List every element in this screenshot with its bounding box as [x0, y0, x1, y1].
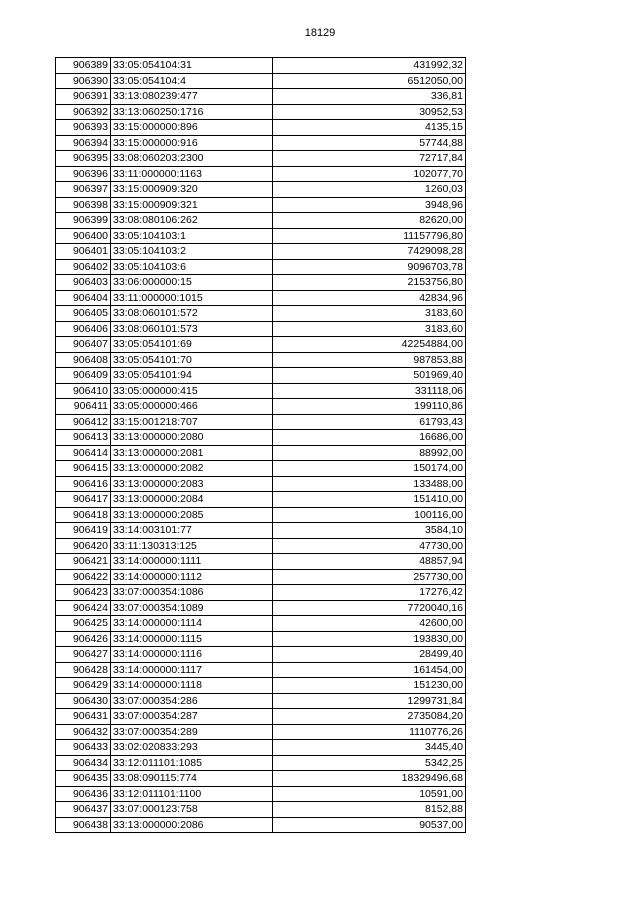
row-number-cell: 906434: [56, 755, 111, 771]
value-cell: 48857,94: [273, 554, 466, 570]
value-cell: 431992,32: [273, 58, 466, 74]
table-row: [56, 507, 466, 523]
value-cell: 42834,96: [273, 290, 466, 306]
cadastral-number-cell: 33:13:000000:2085: [111, 507, 273, 523]
table-row: [56, 306, 466, 322]
table-row: [56, 383, 466, 399]
value-cell: 133488,00: [273, 476, 466, 492]
table-row: [56, 569, 466, 585]
row-number-cell: 906403: [56, 275, 111, 291]
table-row: [56, 228, 466, 244]
row-number-cell: 906427: [56, 647, 111, 663]
table-row: [56, 492, 466, 508]
table-row: [56, 600, 466, 616]
table-row: [56, 244, 466, 260]
value-cell: 17276,42: [273, 585, 466, 601]
cadastral-number-cell: 33:15:001218:707: [111, 414, 273, 430]
table-row: [56, 290, 466, 306]
table-row: [56, 724, 466, 740]
table-row: [56, 151, 466, 167]
value-cell: 336,81: [273, 89, 466, 105]
cadastral-number-cell: 33:08:060203:2300: [111, 151, 273, 167]
cadastral-number-cell: 33:05:000000:466: [111, 399, 273, 415]
row-number-cell: 906405: [56, 306, 111, 322]
table-row: [56, 538, 466, 554]
table-row: [56, 786, 466, 802]
table-row: [56, 352, 466, 368]
value-cell: 193830,00: [273, 631, 466, 647]
table-row: [56, 58, 466, 74]
row-number-cell: 906412: [56, 414, 111, 430]
value-cell: 16686,00: [273, 430, 466, 446]
cadastral-number-cell: 33:13:000000:2082: [111, 461, 273, 477]
cadastral-number-cell: 33:15:000000:916: [111, 135, 273, 151]
table-row: [56, 321, 466, 337]
value-cell: 8152,88: [273, 802, 466, 818]
row-number-cell: 906437: [56, 802, 111, 818]
cadastral-number-cell: 33:05:104103:2: [111, 244, 273, 260]
value-cell: 199110,86: [273, 399, 466, 415]
row-number-cell: 906410: [56, 383, 111, 399]
value-cell: 42254884,00: [273, 337, 466, 353]
table-row: [56, 523, 466, 539]
row-number-cell: 906416: [56, 476, 111, 492]
cadastral-number-cell: 33:14:000000:1118: [111, 678, 273, 694]
row-number-cell: 906402: [56, 259, 111, 275]
table-row: [56, 771, 466, 787]
row-number-cell: 906406: [56, 321, 111, 337]
cadastral-number-cell: 33:05:104103:6: [111, 259, 273, 275]
cadastral-number-cell: 33:14:003101:77: [111, 523, 273, 539]
cadastral-number-cell: 33:05:054104:4: [111, 73, 273, 89]
value-cell: 1299731,84: [273, 693, 466, 709]
row-number-cell: 906435: [56, 771, 111, 787]
row-number-cell: 906413: [56, 430, 111, 446]
row-number-cell: 906428: [56, 662, 111, 678]
row-number-cell: 906396: [56, 166, 111, 182]
cadastral-number-cell: 33:13:080239:477: [111, 89, 273, 105]
table-row: [56, 647, 466, 663]
row-number-cell: 906400: [56, 228, 111, 244]
table-row: [56, 616, 466, 632]
row-number-cell: 906419: [56, 523, 111, 539]
value-cell: 2153756,80: [273, 275, 466, 291]
table-row: [56, 693, 466, 709]
row-number-cell: 906397: [56, 182, 111, 198]
cadastral-number-cell: 33:14:000000:1115: [111, 631, 273, 647]
row-number-cell: 906408: [56, 352, 111, 368]
row-number-cell: 906438: [56, 817, 111, 833]
table-row: [56, 414, 466, 430]
cadastral-number-cell: 33:08:060101:573: [111, 321, 273, 337]
row-number-cell: 906401: [56, 244, 111, 260]
value-cell: 18329496,68: [273, 771, 466, 787]
cadastral-number-cell: 33:05:000000:415: [111, 383, 273, 399]
row-number-cell: 906423: [56, 585, 111, 601]
row-number-cell: 906398: [56, 197, 111, 213]
value-cell: 42600,00: [273, 616, 466, 632]
value-cell: 257730,00: [273, 569, 466, 585]
cadastral-number-cell: 33:13:000000:2083: [111, 476, 273, 492]
value-cell: 30952,53: [273, 104, 466, 120]
row-number-cell: 906393: [56, 120, 111, 136]
table-row: [56, 73, 466, 89]
cadastral-number-cell: 33:14:000000:1112: [111, 569, 273, 585]
table-row: [56, 430, 466, 446]
value-cell: 9096703,78: [273, 259, 466, 275]
cadastral-number-cell: 33:12:011101:1100: [111, 786, 273, 802]
value-cell: 501969,40: [273, 368, 466, 384]
value-cell: 11157796,80: [273, 228, 466, 244]
row-number-cell: 906389: [56, 58, 111, 74]
value-cell: 150174,00: [273, 461, 466, 477]
row-number-cell: 906422: [56, 569, 111, 585]
value-cell: 57744,88: [273, 135, 466, 151]
row-number-cell: 906429: [56, 678, 111, 694]
cadastral-number-cell: 33:15:000000:896: [111, 120, 273, 136]
value-cell: 82620,00: [273, 213, 466, 229]
value-cell: 100116,00: [273, 507, 466, 523]
table-row: [56, 213, 466, 229]
table-row: [56, 120, 466, 136]
value-cell: 7429098,28: [273, 244, 466, 260]
row-number-cell: 906431: [56, 709, 111, 725]
cadastral-number-cell: 33:05:054101:94: [111, 368, 273, 384]
cadastral-number-cell: 33:14:000000:1117: [111, 662, 273, 678]
table-row: [56, 399, 466, 415]
row-number-cell: 906436: [56, 786, 111, 802]
cadastral-number-cell: 33:05:104103:1: [111, 228, 273, 244]
value-cell: 2735084,20: [273, 709, 466, 725]
table-row: [56, 259, 466, 275]
value-cell: 3584,10: [273, 523, 466, 539]
row-number-cell: 906414: [56, 445, 111, 461]
table-row: [56, 585, 466, 601]
cadastral-number-cell: 33:13:000000:2080: [111, 430, 273, 446]
row-number-cell: 906391: [56, 89, 111, 105]
row-number-cell: 906421: [56, 554, 111, 570]
cadastral-number-cell: 33:08:080106:262: [111, 213, 273, 229]
table-row: [56, 89, 466, 105]
cadastral-number-cell: 33:13:000000:2081: [111, 445, 273, 461]
cadastral-number-cell: 33:07:000354:1086: [111, 585, 273, 601]
cadastral-number-cell: 33:13:000000:2086: [111, 817, 273, 833]
value-cell: 47730,00: [273, 538, 466, 554]
row-number-cell: 906433: [56, 740, 111, 756]
row-number-cell: 906399: [56, 213, 111, 229]
cadastral-number-cell: 33:14:000000:1114: [111, 616, 273, 632]
cadastral-number-cell: 33:05:054101:70: [111, 352, 273, 368]
row-number-cell: 906404: [56, 290, 111, 306]
row-number-cell: 906411: [56, 399, 111, 415]
page-number: 18129: [304, 27, 336, 39]
cadastral-number-cell: 33:13:000000:2084: [111, 492, 273, 508]
table-row: [56, 554, 466, 570]
table-row: [56, 817, 466, 833]
row-number-cell: 906394: [56, 135, 111, 151]
cadastral-number-cell: 33:14:000000:1111: [111, 554, 273, 570]
table-row: [56, 678, 466, 694]
table-row: [56, 337, 466, 353]
table-row: [56, 104, 466, 120]
cadastral-number-cell: 33:08:060101:572: [111, 306, 273, 322]
cadastral-number-cell: 33:05:054104:31: [111, 58, 273, 74]
value-cell: 5342,25: [273, 755, 466, 771]
cadastral-number-cell: 33:14:000000:1116: [111, 647, 273, 663]
row-number-cell: 906432: [56, 724, 111, 740]
table-row: [56, 740, 466, 756]
value-cell: 61793,43: [273, 414, 466, 430]
table-row: [56, 197, 466, 213]
value-cell: 331118,06: [273, 383, 466, 399]
value-cell: 10591,00: [273, 786, 466, 802]
row-number-cell: 906390: [56, 73, 111, 89]
table-row: [56, 631, 466, 647]
value-cell: 3183,60: [273, 321, 466, 337]
value-cell: 102077,70: [273, 166, 466, 182]
cadastral-number-cell: 33:11:000000:1163: [111, 166, 273, 182]
table-row: [56, 135, 466, 151]
value-cell: 72717,84: [273, 151, 466, 167]
table-row: [56, 662, 466, 678]
row-number-cell: 906415: [56, 461, 111, 477]
value-cell: 28499,40: [273, 647, 466, 663]
table-row: [56, 182, 466, 198]
cadastral-number-cell: 33:06:000000:15: [111, 275, 273, 291]
table-row: [56, 476, 466, 492]
cadastral-number-cell: 33:02:020833:293: [111, 740, 273, 756]
cadastral-number-cell: 33:07:000354:289: [111, 724, 273, 740]
table-row: [56, 755, 466, 771]
cadastral-number-cell: 33:05:054101:69: [111, 337, 273, 353]
table-row: [56, 275, 466, 291]
cadastral-number-cell: 33:07:000123:758: [111, 802, 273, 818]
row-number-cell: 906425: [56, 616, 111, 632]
cadastral-number-cell: 33:07:000354:286: [111, 693, 273, 709]
row-number-cell: 906409: [56, 368, 111, 384]
row-number-cell: 906418: [56, 507, 111, 523]
registry-table: [55, 57, 466, 833]
row-number-cell: 906392: [56, 104, 111, 120]
cadastral-number-cell: 33:07:000354:287: [111, 709, 273, 725]
table-row: [56, 709, 466, 725]
value-cell: 1260,03: [273, 182, 466, 198]
value-cell: 88992,00: [273, 445, 466, 461]
value-cell: 3948,96: [273, 197, 466, 213]
value-cell: 987853,88: [273, 352, 466, 368]
cadastral-number-cell: 33:11:130313:125: [111, 538, 273, 554]
cadastral-number-cell: 33:08:090115:774: [111, 771, 273, 787]
table-row: [56, 445, 466, 461]
value-cell: 151230,00: [273, 678, 466, 694]
value-cell: 3183,60: [273, 306, 466, 322]
value-cell: 90537,00: [273, 817, 466, 833]
value-cell: 6512050,00: [273, 73, 466, 89]
row-number-cell: 906424: [56, 600, 111, 616]
value-cell: 161454,00: [273, 662, 466, 678]
table-row: [56, 802, 466, 818]
value-cell: 1110776,26: [273, 724, 466, 740]
cadastral-number-cell: 33:15:000909:320: [111, 182, 273, 198]
row-number-cell: 906417: [56, 492, 111, 508]
table-row: [56, 166, 466, 182]
cadastral-number-cell: 33:15:000909:321: [111, 197, 273, 213]
cadastral-number-cell: 33:11:000000:1015: [111, 290, 273, 306]
cadastral-number-cell: 33:13:060250:1716: [111, 104, 273, 120]
cadastral-number-cell: 33:07:000354:1089: [111, 600, 273, 616]
value-cell: 4135,15: [273, 120, 466, 136]
registry-table-body: [56, 58, 466, 833]
value-cell: 3445,40: [273, 740, 466, 756]
row-number-cell: 906395: [56, 151, 111, 167]
table-row: [56, 461, 466, 477]
table-row: [56, 368, 466, 384]
value-cell: 7720040,16: [273, 600, 466, 616]
value-cell: 151410,00: [273, 492, 466, 508]
row-number-cell: 906426: [56, 631, 111, 647]
row-number-cell: 906420: [56, 538, 111, 554]
cadastral-number-cell: 33:12:011101:1085: [111, 755, 273, 771]
row-number-cell: 906430: [56, 693, 111, 709]
row-number-cell: 906407: [56, 337, 111, 353]
